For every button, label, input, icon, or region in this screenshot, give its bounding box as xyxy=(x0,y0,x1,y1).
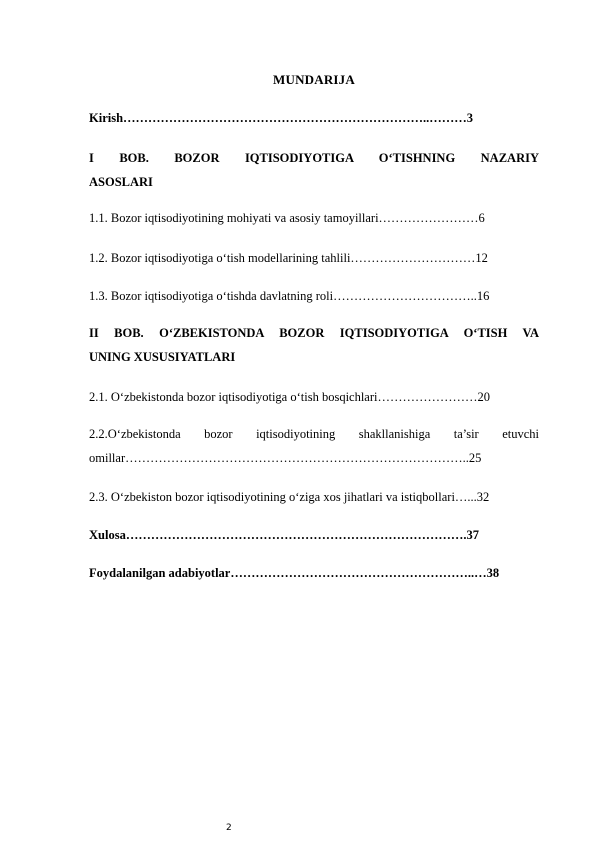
toc-entry-1-1: 1.1. Bozor iqtisodiyotining mohiyati va asosiy tamoyillari……………………6 xyxy=(89,211,485,225)
toc-chapter-2-line1: II BOB. O‘ZBEKISTONDA BOZOR IQTISODIYOTIGA O‘TISH VA xyxy=(89,326,539,340)
toc-entry-1-2: 1.2. Bozor iqtisodiyotiga o‘tish modellarining tahlili…………………………12 xyxy=(89,251,488,265)
toc-title: MUNDARIJA xyxy=(273,72,355,87)
toc-chapter-1-line1: I BOB. BOZOR IQTISODIYOTIGA O‘TISHNING NAZARIY xyxy=(89,151,539,165)
toc-chapter-2-heading xyxy=(89,321,539,369)
toc-entry-introduction: Kirish………………………………………………………………..………3 xyxy=(89,111,474,125)
toc-entry-2-2-line2: omillar………………………………………………………………………..25 xyxy=(89,451,482,465)
toc-entry-2-2 xyxy=(89,422,539,470)
toc-chapter-2-line2: UNING XUSUSIYATLARI xyxy=(89,350,236,364)
toc-entry-conclusion: Xulosa……………………………………………………………………….37 xyxy=(89,528,479,542)
toc-entry-references: Foydalanilgan adabiyotlar…………………………………………………..…38 xyxy=(89,566,500,580)
toc-chapter-1-heading xyxy=(89,146,539,194)
toc-entry-2-1: 2.1. O‘zbekistonda bozor iqtisodiyotiga o‘tish bosqichlari……………………20 xyxy=(89,390,490,404)
page-number: 2 xyxy=(226,823,232,833)
toc-entry-2-2-line1: 2.2.O‘zbekistonda bozor iqtisodiyotining shakllanishiga ta’sir etuvchi xyxy=(89,427,539,441)
toc-chapter-1-line2: ASOSLARI xyxy=(89,175,153,189)
toc-entry-2-3: 2.3. O‘zbekiston bozor iqtisodiyotining o‘ziga xos jihatlari va istiqbollari…...32 xyxy=(89,490,490,504)
toc-entry-1-3: 1.3. Bozor iqtisodiyotiga o‘tishda davlatning roli……………………………..16 xyxy=(89,289,490,303)
